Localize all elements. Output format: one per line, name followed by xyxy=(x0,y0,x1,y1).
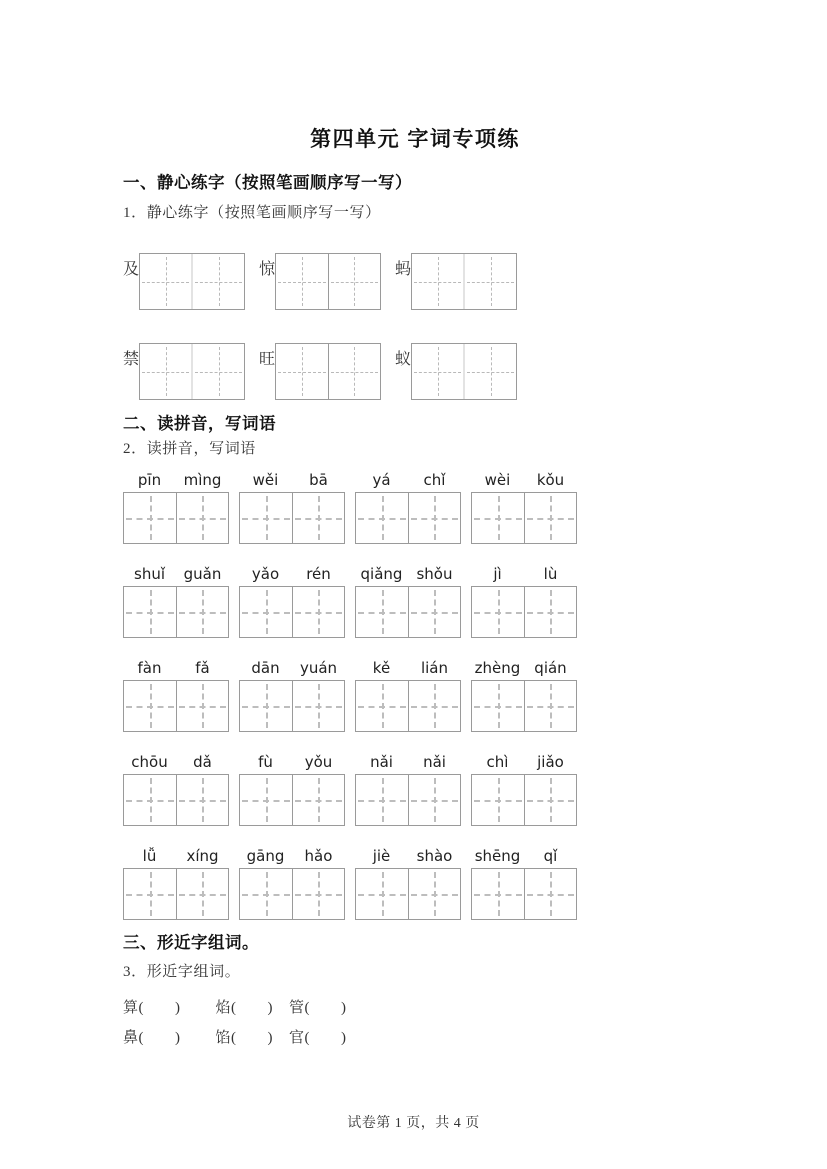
writing-cell xyxy=(124,493,176,543)
pinyin-syllable: lián xyxy=(420,659,449,677)
writing-cell xyxy=(356,775,408,825)
pinyin-syllable: yǒu xyxy=(304,753,333,771)
pinyin-labels xyxy=(355,847,461,865)
pinyin-syllable: chǐ xyxy=(423,471,446,489)
pinyin-labels xyxy=(123,565,229,583)
writing-cell xyxy=(240,587,292,637)
pinyin-syllable: wěi xyxy=(252,471,279,489)
pinyin-syllable: nǎi xyxy=(370,753,393,771)
pinyin-syllable: qǐ xyxy=(543,847,558,865)
pinyin-syllable: jiè xyxy=(372,847,391,865)
writing-cell xyxy=(408,869,461,919)
pinyin-syllable: shuǐ xyxy=(134,565,165,583)
writing-box xyxy=(355,586,461,638)
writing-cell xyxy=(524,587,577,637)
pinyin-labels xyxy=(355,659,461,677)
writing-cell xyxy=(176,869,229,919)
pinyin-row xyxy=(123,471,707,544)
writing-cell xyxy=(176,493,229,543)
practice-unit xyxy=(395,253,517,310)
writing-box xyxy=(239,868,345,920)
writing-box xyxy=(411,253,517,310)
practice-character: 及 xyxy=(123,261,140,278)
writing-cell xyxy=(463,254,516,309)
practice-character: 蚂 xyxy=(395,261,412,278)
pinyin-syllable: rén xyxy=(306,565,331,583)
writing-cell xyxy=(240,869,292,919)
pinyin-syllable: lǚ xyxy=(142,847,157,865)
pinyin-labels xyxy=(355,565,461,583)
writing-cell xyxy=(176,587,229,637)
pinyin-unit xyxy=(123,847,229,920)
similar-char-row xyxy=(123,1028,707,1048)
pinyin-syllable: chì xyxy=(486,753,509,771)
similar-char-item: 官( ) xyxy=(289,1030,347,1046)
writing-box xyxy=(239,774,345,826)
page-footer: 试卷第 1 页，共 4 页 xyxy=(347,1116,480,1131)
writing-box xyxy=(471,680,577,732)
writing-cell xyxy=(124,775,176,825)
pinyin-labels xyxy=(471,847,577,865)
writing-cell xyxy=(408,493,461,543)
writing-box xyxy=(239,492,345,544)
writing-cell xyxy=(356,869,408,919)
pinyin-syllable: xíng xyxy=(186,847,219,865)
writing-cell xyxy=(191,344,244,399)
pinyin-syllable: shēng xyxy=(474,847,521,865)
writing-box xyxy=(123,868,229,920)
practice-character: 禁 xyxy=(123,351,140,368)
pinyin-unit xyxy=(239,847,345,920)
pinyin-labels xyxy=(239,847,345,865)
practice-unit xyxy=(123,343,245,400)
pinyin-labels xyxy=(123,659,229,677)
writing-cell xyxy=(524,493,577,543)
writing-cell xyxy=(276,254,328,309)
writing-cell xyxy=(176,775,229,825)
writing-cell xyxy=(292,775,345,825)
pinyin-syllable: dǎ xyxy=(193,753,212,771)
stroke-practice-grid xyxy=(123,253,707,400)
writing-cell xyxy=(191,254,244,309)
pinyin-unit xyxy=(239,565,345,638)
similar-char-item: 算( ) xyxy=(123,1000,181,1016)
writing-cell xyxy=(524,775,577,825)
writing-box xyxy=(123,586,229,638)
pinyin-syllable: kě xyxy=(372,659,391,677)
writing-box xyxy=(355,868,461,920)
pinyin-unit xyxy=(123,659,229,732)
pinyin-syllable: hǎo xyxy=(304,847,333,865)
writing-box xyxy=(139,253,245,310)
pinyin-row xyxy=(123,753,707,826)
pinyin-labels xyxy=(239,471,345,489)
writing-box xyxy=(275,253,381,310)
pinyin-unit xyxy=(239,753,345,826)
pinyin-syllable: jiǎo xyxy=(537,753,564,771)
pinyin-syllable: guǎn xyxy=(183,565,222,583)
pinyin-syllable: fǎ xyxy=(195,659,210,677)
pinyin-labels xyxy=(239,659,345,677)
writing-cell xyxy=(124,869,176,919)
writing-box xyxy=(123,492,229,544)
pinyin-syllable: yá xyxy=(372,471,391,489)
writing-cell xyxy=(176,681,229,731)
writing-cell xyxy=(524,681,577,731)
practice-unit xyxy=(259,343,381,400)
pinyin-row xyxy=(123,565,707,638)
similar-char-item: 焰( ) xyxy=(215,1000,273,1016)
pinyin-labels xyxy=(471,565,577,583)
writing-cell xyxy=(472,493,524,543)
writing-box xyxy=(139,343,245,400)
pinyin-unit xyxy=(471,565,577,638)
pinyin-unit xyxy=(355,471,461,544)
writing-box xyxy=(123,680,229,732)
writing-cell xyxy=(472,681,524,731)
writing-box xyxy=(123,774,229,826)
pinyin-syllable: yuán xyxy=(299,659,338,677)
writing-cell xyxy=(472,869,524,919)
writing-box xyxy=(239,586,345,638)
pinyin-unit xyxy=(355,565,461,638)
pinyin-labels xyxy=(471,659,577,677)
question-2-text: 2．读拼音，写词语 xyxy=(123,441,256,457)
pinyin-syllable: yǎo xyxy=(251,565,280,583)
pinyin-unit xyxy=(123,753,229,826)
practice-unit xyxy=(123,253,245,310)
question-3-text: 3．形近字组词。 xyxy=(123,964,241,980)
pinyin-syllable: lù xyxy=(543,565,558,583)
writing-cell xyxy=(292,869,345,919)
pinyin-labels xyxy=(123,753,229,771)
section-two-heading: 二、读拼音，写词语 xyxy=(123,415,276,433)
pinyin-syllable: bā xyxy=(309,471,328,489)
writing-cell xyxy=(276,344,328,399)
practice-character: 惊 xyxy=(259,261,276,278)
writing-cell xyxy=(124,587,176,637)
practice-row xyxy=(123,253,707,310)
writing-box xyxy=(355,774,461,826)
writing-box xyxy=(355,492,461,544)
practice-unit xyxy=(395,343,517,400)
writing-cell xyxy=(463,344,516,399)
pinyin-labels xyxy=(471,471,577,489)
writing-cell xyxy=(408,775,461,825)
pinyin-syllable: wèi xyxy=(484,471,511,489)
writing-cell xyxy=(356,493,408,543)
pinyin-syllable: shǒu xyxy=(416,565,453,583)
writing-cell xyxy=(240,681,292,731)
writing-box xyxy=(239,680,345,732)
pinyin-syllable: kǒu xyxy=(536,471,565,489)
pinyin-labels xyxy=(355,753,461,771)
pinyin-row xyxy=(123,659,707,732)
pinyin-labels xyxy=(123,847,229,865)
similar-char-item: 管( ) xyxy=(289,1000,347,1016)
writing-cell xyxy=(292,681,345,731)
writing-cell xyxy=(140,344,191,399)
pinyin-unit xyxy=(355,753,461,826)
pinyin-unit xyxy=(355,847,461,920)
pinyin-row xyxy=(123,847,707,920)
writing-box xyxy=(275,343,381,400)
similar-char-row xyxy=(123,998,707,1018)
page-title: 第四单元 字词专项练 xyxy=(310,128,520,151)
writing-cell xyxy=(412,254,463,309)
pinyin-syllable: nǎi xyxy=(423,753,446,771)
pinyin-syllable: fù xyxy=(258,753,273,771)
question-1-text: 1．静心练字（按照笔画顺序写一写） xyxy=(123,205,381,221)
writing-cell xyxy=(240,775,292,825)
similar-char-item: 鼻( ) xyxy=(123,1030,181,1046)
writing-cell xyxy=(524,869,577,919)
writing-box xyxy=(355,680,461,732)
pinyin-labels xyxy=(123,471,229,489)
writing-cell xyxy=(124,681,176,731)
pinyin-unit xyxy=(471,659,577,732)
pinyin-unit xyxy=(123,471,229,544)
pinyin-unit xyxy=(239,659,345,732)
pinyin-syllable: jì xyxy=(493,565,502,583)
writing-cell xyxy=(356,587,408,637)
pinyin-syllable: zhèng xyxy=(474,659,521,677)
pinyin-labels xyxy=(355,471,461,489)
similar-char-exercise xyxy=(123,998,707,1048)
writing-cell xyxy=(240,493,292,543)
practice-row xyxy=(123,343,707,400)
pinyin-syllable: qiǎng xyxy=(360,565,403,583)
practice-character: 蚁 xyxy=(395,351,412,368)
pinyin-unit xyxy=(123,565,229,638)
section-three-heading: 三、形近字组词。 xyxy=(123,934,259,952)
pinyin-unit xyxy=(239,471,345,544)
pinyin-labels xyxy=(239,753,345,771)
similar-char-item: 馅( ) xyxy=(215,1030,273,1046)
writing-cell xyxy=(356,681,408,731)
practice-unit xyxy=(259,253,381,310)
writing-cell xyxy=(328,254,381,309)
pinyin-syllable: qián xyxy=(534,659,567,677)
pinyin-syllable: mìng xyxy=(183,471,222,489)
pinyin-unit xyxy=(355,659,461,732)
writing-cell xyxy=(408,587,461,637)
writing-cell xyxy=(472,775,524,825)
pinyin-unit xyxy=(471,471,577,544)
writing-cell xyxy=(292,493,345,543)
pinyin-syllable: pīn xyxy=(137,471,162,489)
pinyin-unit xyxy=(471,753,577,826)
pinyin-writing-grid xyxy=(123,471,707,920)
pinyin-unit xyxy=(471,847,577,920)
writing-box xyxy=(471,774,577,826)
practice-character: 旺 xyxy=(259,351,276,368)
writing-box xyxy=(471,868,577,920)
pinyin-syllable: dān xyxy=(251,659,280,677)
pinyin-labels xyxy=(471,753,577,771)
writing-box xyxy=(471,492,577,544)
writing-cell xyxy=(140,254,191,309)
section-one-heading: 一、静心练字（按照笔画顺序写一写） xyxy=(123,174,412,192)
writing-cell xyxy=(292,587,345,637)
pinyin-syllable: fàn xyxy=(137,659,162,677)
writing-box xyxy=(411,343,517,400)
writing-cell xyxy=(408,681,461,731)
writing-cell xyxy=(328,344,381,399)
writing-box xyxy=(471,586,577,638)
pinyin-syllable: gāng xyxy=(246,847,285,865)
pinyin-syllable: shào xyxy=(416,847,453,865)
writing-cell xyxy=(472,587,524,637)
pinyin-labels xyxy=(239,565,345,583)
writing-cell xyxy=(412,344,463,399)
pinyin-syllable: chōu xyxy=(131,753,168,771)
